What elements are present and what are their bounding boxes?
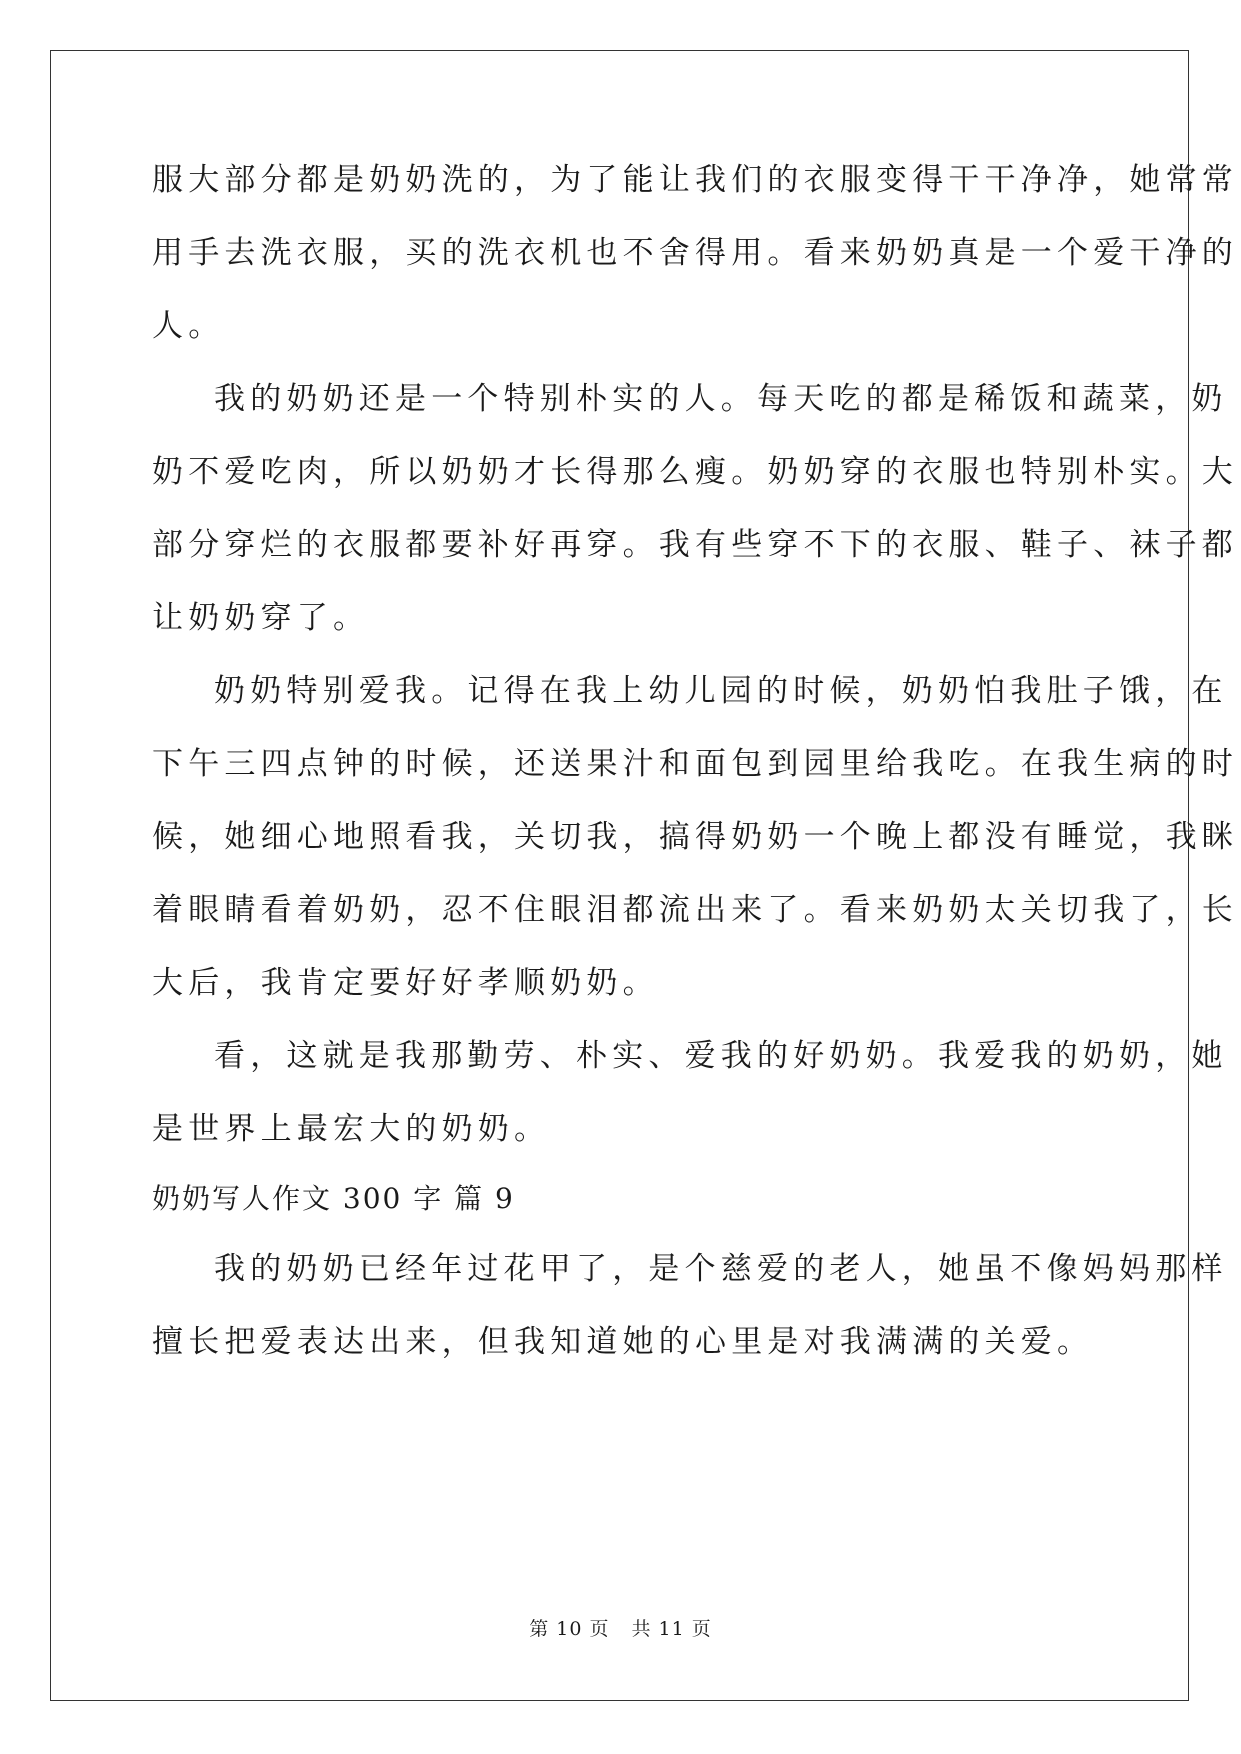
text-line: 服大部分都是奶奶洗的，为了能让我们的衣服变得干干净净，她常常 (152, 162, 1238, 198)
text-line: 着眼睛看着奶奶，忍不住眼泪都流出来了。看来奶奶太关切我了，长 (152, 892, 1238, 928)
text-line: 人。 (152, 308, 225, 344)
page-total: 共 11 页 (631, 1618, 712, 1640)
text-line: 我的奶奶还是一个特别朴实的人。每天吃的都是稀饭和蔬菜，奶 (214, 381, 1228, 417)
text-line: 大后，我肯定要好好孝顺奶奶。 (152, 965, 659, 1001)
text-line: 是世界上最宏大的奶奶。 (152, 1111, 551, 1147)
text-line: 候，她细心地照看我，关切我，搞得奶奶一个晚上都没有睡觉，我眯 (152, 819, 1238, 855)
page-number: 第 10 页 (529, 1618, 610, 1640)
text-line: 擅长把爱表达出来，但我知道她的心里是对我满满的关爱。 (152, 1324, 1094, 1360)
text-line: 下午三四点钟的时候，还送果汁和面包到园里给我吃。在我生病的时 (152, 746, 1238, 782)
text-line: 部分穿烂的衣服都要补好再穿。我有些穿不下的衣服、鞋子、袜子都 (152, 527, 1238, 563)
page-footer (0, 1614, 1241, 1641)
text-line: 看，这就是我那勤劳、朴实、爱我的好奶奶。我爱我的奶奶，她 (214, 1038, 1228, 1074)
text-line: 我的奶奶已经年过花甲了，是个慈爱的老人，她虽不像妈妈那样 (214, 1251, 1228, 1287)
text-line: 让奶奶穿了。 (152, 600, 370, 636)
text-line: 奶不爱吃肉，所以奶奶才长得那么瘦。奶奶穿的衣服也特别朴实。大 (152, 454, 1238, 490)
section-heading: 奶奶写人作文 300 字 篇 9 (152, 1182, 515, 1215)
text-line: 用手去洗衣服，买的洗衣机也不舍得用。看来奶奶真是一个爱干净的 (152, 235, 1238, 271)
text-line: 奶奶特别爱我。记得在我上幼儿园的时候，奶奶怕我肚子饿，在 (214, 673, 1228, 709)
page-border (50, 50, 1189, 1701)
